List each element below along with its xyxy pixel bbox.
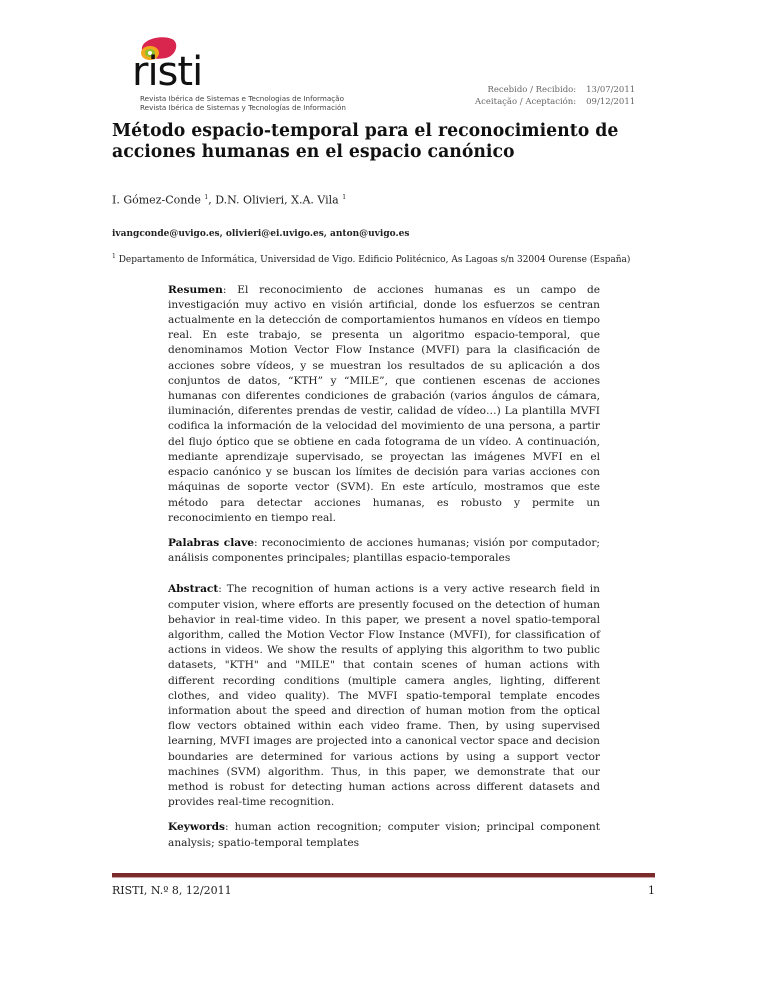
authors <box>112 191 655 208</box>
abstract-section <box>168 582 600 810</box>
author-1-affiliation: 1 <box>204 194 209 201</box>
logo-subtitle-es: Revista Ibérica de Sistemas y Tecnologías de Información <box>140 103 346 112</box>
authors-rest-affiliation: 1 <box>342 194 347 201</box>
affiliation-text: Departamento de Informática, Universidad de Vigo. Edificio Politécnico, As Lagoas s/n 32004 Ourense (España) <box>115 254 631 265</box>
abstract-label: Abstract <box>168 583 219 596</box>
palabras-clave-label: Palabras clave <box>168 536 255 549</box>
journal-logo <box>112 38 352 112</box>
received-date: 13/07/2011 <box>586 85 636 95</box>
keywords-text: : human action recognition; computer vision; principal component analysis; spatio-temporal templates <box>168 821 600 849</box>
footer-rule <box>112 873 655 878</box>
paper-title: Método espacio-temporal para el reconocimiento de acciones humanas en el espacio canónico <box>112 121 619 162</box>
accepted-date: 09/12/2011 <box>586 97 636 107</box>
paper-content <box>112 121 655 898</box>
author-1: I. Gómez-Conde <box>112 193 201 207</box>
affiliation <box>112 250 655 267</box>
page-footer <box>112 884 655 898</box>
affiliation-marker: 1 <box>112 252 116 260</box>
submission-dates <box>420 84 635 108</box>
accepted-label: Aceitação / Aceptación: <box>475 97 577 107</box>
footer-journal: RISTI, N.º 8, 12/2011 <box>112 883 232 897</box>
abstract-text: : The recognition of human actions is a very active research field in computer vision, where efforts are presently focused on the detection of human behavior in real-time video. In this paper, we present a novel spatio-temporal algorithm, called the Motion Vector Flow Instance (MVFI), for classification of actions in videos. We show the results of applying this algorithm to two public datasets, "KTH" and "MILE" that contain scenes of human actions with different recording conditions (multiple camera angles, lighting, different clothes, and video quality). The MVFI spatio-temporal template encodes information about the speed and direction of human motion from the optical flow vectors obtained within each video frame. Then, by using supervised learning, MVFI images are projected into a canonical vector space and decision boundaries are determined for various actions by using a support vector machines (SVM) algorithm. Thus, in this paper, we demonstrate that our method is robust for detecting human actions across different datasets and provides real-time recognition. <box>168 583 600 809</box>
received-label: Recebido / Recibido: <box>487 85 577 95</box>
resumen-label: Resumen <box>168 283 223 296</box>
author-emails: ivangconde@uvigo.es, olivieri@ei.uvigo.es, anton@uvigo.es <box>112 228 410 239</box>
authors-rest: , D.N. Olivieri, X.A. Vila <box>208 193 339 207</box>
palabras-clave-section <box>168 536 600 566</box>
logo-subtitle-pt: Revista Ibérica de Sistemas e Tecnologias de Informação <box>140 94 344 103</box>
keywords-label: Keywords <box>168 821 226 834</box>
resumen-text: : El reconocimiento de acciones humanas es un campo de investigación muy activo en visión artificial, donde los esfuerzos se centran actualmente en la detección de comportamientos humanos en vídeos en tiempo real. En este trabajo, se presenta un algoritmo espacio-temporal, que denominamos Motion Vector Flow Instance (MVFI) para la clasificación de acciones sobre vídeos, y se muestran los resultados de su aplicación a dos conjuntos de datos, “KTH” y “MILE”, que contienen escenas de acciones humanas con diferentes condiciones de grabación (varios ángulos de cámara, iluminación, diferentes prendas de vestir, calidad de vídeo…) La plantilla MVFI codifica la información de la velocidad del movimiento de una persona, a partir del flujo óptico que se obtiene en cada fotograma de un vídeo. A continuación, mediante aprendizaje supervisado, se proyectan las imágenes MVFI en el espacio canónico y se buscan los límites de decisión para varias acciones con máquinas de soporte vector (SVM). En este artículo, mostramos que este método para detectar acciones humanas, es robusto y permite un reconocimiento en tiempo real. <box>168 283 600 524</box>
logo-wordmark: risti <box>132 49 203 95</box>
page-number: 1 <box>648 883 655 897</box>
palabras-clave-text: : reconocimiento de acciones humanas; visión por computador; análisis componentes principales; plantillas espacio-temporales <box>168 536 600 565</box>
keywords-section <box>168 820 600 850</box>
resumen-section <box>168 283 600 526</box>
